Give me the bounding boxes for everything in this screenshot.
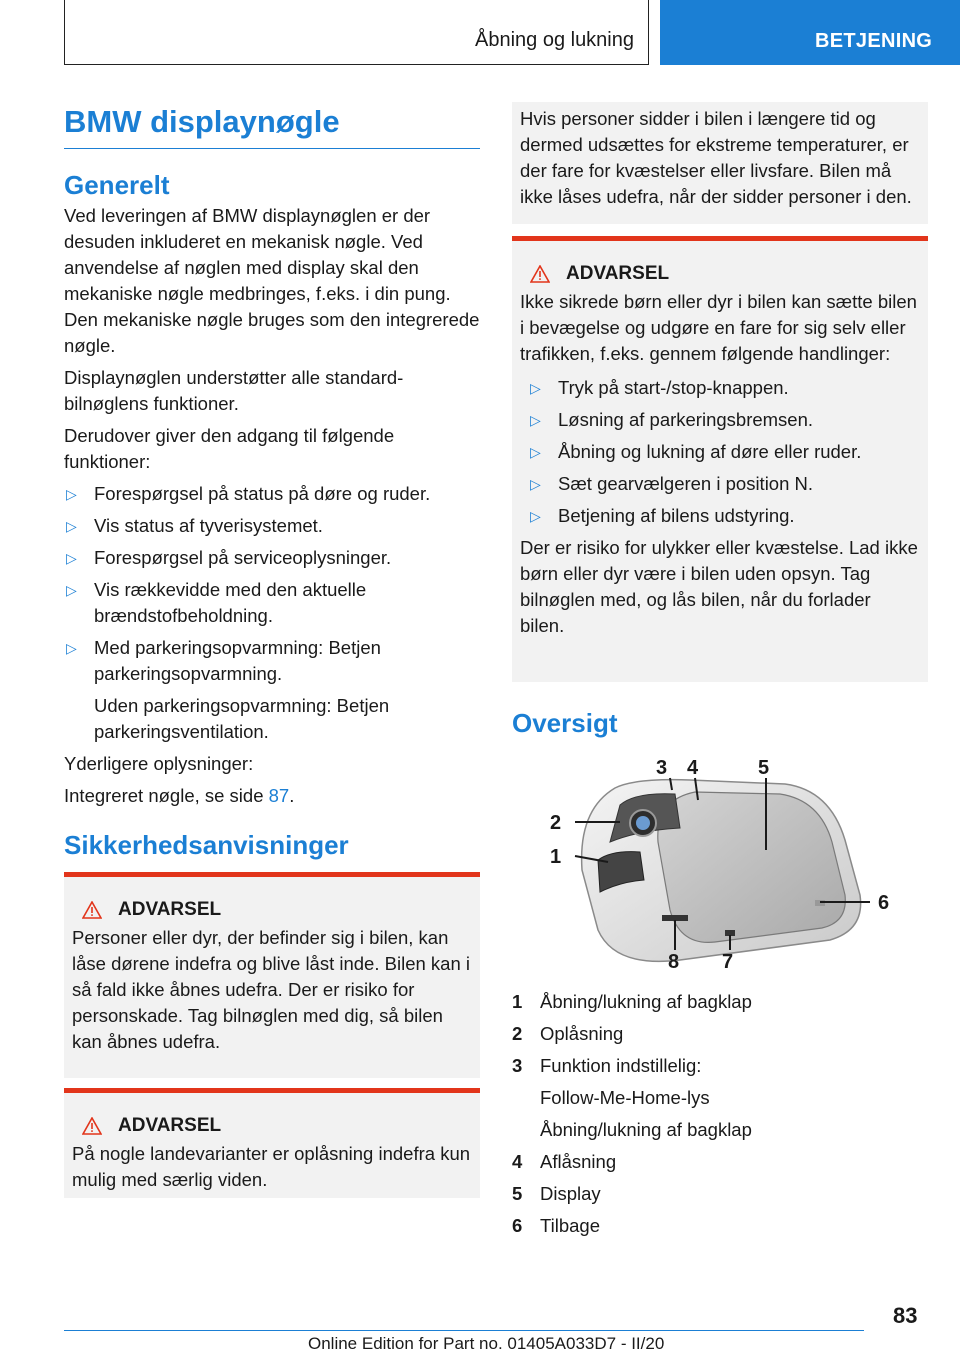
callout-3: 3 xyxy=(656,757,668,779)
header-section: BETJENING xyxy=(815,30,933,52)
warning-outro: Der er risiko for ulykker eller kvæstelse. Lad ikke børn eller dyr være i bilen uden opsyn. Tag bilnøglen med, og lås bilen, når du forlader bilen. xyxy=(520,537,918,636)
key-illustration xyxy=(540,750,910,975)
header-section-box xyxy=(660,0,960,65)
warning-box-1 xyxy=(64,872,480,1078)
warning-box-3 xyxy=(512,236,928,682)
continued-warning-text: Hvis personer sidder i bilen i længere tid og dermed udsættes for ekstreme temperaturer, er der fare for kvæstelser eller livsfare. Bilen må ikke låses udefra, når der sidder personer i den. xyxy=(520,108,912,207)
header-chapter: Åbning og lukning xyxy=(474,29,634,51)
list-item-extra: Uden parkeringsopvarmning: Betjen parkeringsventilation. xyxy=(94,695,390,742)
list-item: ▷ Forespørgsel på status på døre og ruder. xyxy=(64,481,480,507)
caption-row: 2 Oplåsning xyxy=(512,1023,624,1044)
warning-text: Ikke sikrede børn eller dyr i bilen kan sætte bilen i bevægelse og udgøre en fare for sig selv eller trafikken, f.eks. gennem følgende handlinger: xyxy=(520,291,917,364)
warning-triangle-icon xyxy=(530,265,550,283)
caption-sub: Follow-Me-Home-lys xyxy=(540,1087,710,1108)
list-item: ▷ Betjening af bilens udstyring. xyxy=(528,503,920,529)
triangle-bullet-icon: ▷ xyxy=(66,518,77,534)
triangle-bullet-icon: ▷ xyxy=(66,640,77,656)
callout-5: 5 xyxy=(758,757,770,779)
more-info: Yderligere oplysninger: xyxy=(64,753,254,774)
generelt-p3: Derudover giver den adgang til følgende funktioner: xyxy=(64,425,395,472)
page-number: 83 xyxy=(893,1303,918,1328)
footer-rule xyxy=(64,1330,864,1331)
generelt-heading: Generelt xyxy=(64,170,170,200)
list-item: ▷ Sæt gearvælgeren i position N. xyxy=(528,471,920,497)
triangle-bullet-icon: ▷ xyxy=(530,412,541,428)
header-chapter-box xyxy=(64,0,649,65)
warning-header xyxy=(72,1115,472,1137)
page-link[interactable]: 87 xyxy=(268,785,290,806)
caption-row: 3 Funktion indstillelig: xyxy=(512,1055,702,1076)
callout-6: 6 xyxy=(878,892,890,914)
generelt-list xyxy=(64,481,480,745)
triangle-bullet-icon: ▷ xyxy=(530,444,541,460)
callout-8: 8 xyxy=(668,951,680,973)
warning-text: Personer eller dyr, der befinder sig i bilen, kan låse dørene indefra og blive låst inde. Bilen kan i så fald ikke åbnes udefra. Der er risiko for personskade. Tag bilnøglen med dig, så bilen kan åbnes udefra. xyxy=(72,927,470,1052)
caption-row: 5 Display xyxy=(512,1183,601,1204)
caption-row: 6 Tilbage xyxy=(512,1215,600,1236)
list-item: ▷ Vis status af tyverisystemet. xyxy=(64,513,480,539)
list-item: ▷ Vis rækkevidde med den aktuelle brændstofbeholdning. xyxy=(66,579,367,626)
list-item: ▷ Forespørgsel på serviceoplysninger. xyxy=(64,545,480,571)
caption-row: 4 Aflåsning xyxy=(512,1151,617,1172)
continued-warning-box xyxy=(512,102,928,224)
page-title: BMW displaynøgle xyxy=(64,104,340,139)
triangle-bullet-icon: ▷ xyxy=(66,486,77,502)
triangle-bullet-icon: ▷ xyxy=(66,550,77,566)
generelt-section xyxy=(64,170,480,809)
caption-list xyxy=(512,986,928,1242)
reference: Integreret nøgle, se side 87. xyxy=(64,785,295,806)
oversigt-heading: Oversigt xyxy=(512,708,618,738)
generelt-p2: Displaynøglen understøtter alle standard-bilnøglens funktioner. xyxy=(64,367,404,414)
callout-1: 1 xyxy=(550,846,562,868)
list-item: ▷ Åbning og lukning af døre eller ruder. xyxy=(528,439,920,465)
footer-edition: Online Edition for Part no. 01405A033D7 - II/20 xyxy=(308,1334,665,1353)
list-item: ▷ Løsning af parkeringsbremsen. xyxy=(528,407,920,433)
generelt-p1: Ved leveringen af BMW displaynøglen er der desuden inkluderet en mekanisk nøgle. Ved anvendelse af nøglen med display skal den mekaniske nøgle medbringes, f.eks. i din pung. Den mekaniske nøgle bruges som den integrerede nøgle. xyxy=(64,205,480,356)
list-item: ▷ Med parkeringsopvarmning: Betjen parkeringsopvarmning. Uden parkeringsopvarmning: Betjen parkeringsventilation. xyxy=(64,635,480,745)
caption-sub: Åbning/lukning af bagklap xyxy=(540,1119,752,1140)
warning-label: ADVARSEL xyxy=(118,1115,222,1136)
safety-heading: Sikkerhedsanvisninger xyxy=(64,830,349,860)
title-rule xyxy=(64,148,480,149)
caption-row: 1 Åbning/lukning af bagklap xyxy=(512,991,752,1012)
list-item: ▷ Tryk på start-/stop-knappen. xyxy=(528,375,920,401)
warning-list xyxy=(528,375,920,529)
warning-label: ADVARSEL xyxy=(566,263,670,284)
callout-7: 7 xyxy=(722,951,734,973)
triangle-bullet-icon: ▷ xyxy=(530,476,541,492)
triangle-bullet-icon: ▷ xyxy=(66,582,77,598)
warning-header xyxy=(520,263,920,285)
triangle-bullet-icon: ▷ xyxy=(530,380,541,396)
callout-2: 2 xyxy=(550,812,562,834)
triangle-bullet-icon: ▷ xyxy=(530,508,541,524)
warning-triangle-icon xyxy=(82,901,102,919)
key-fob-icon xyxy=(582,780,861,962)
warning-text: På nogle landevarianter er oplåsning indefra kun mulig med særlig viden. xyxy=(72,1143,471,1190)
warning-box-2 xyxy=(64,1088,480,1198)
warning-triangle-icon xyxy=(82,1117,102,1135)
warning-header xyxy=(72,899,472,921)
warning-label: ADVARSEL xyxy=(118,899,222,920)
callout-4: 4 xyxy=(687,757,699,779)
